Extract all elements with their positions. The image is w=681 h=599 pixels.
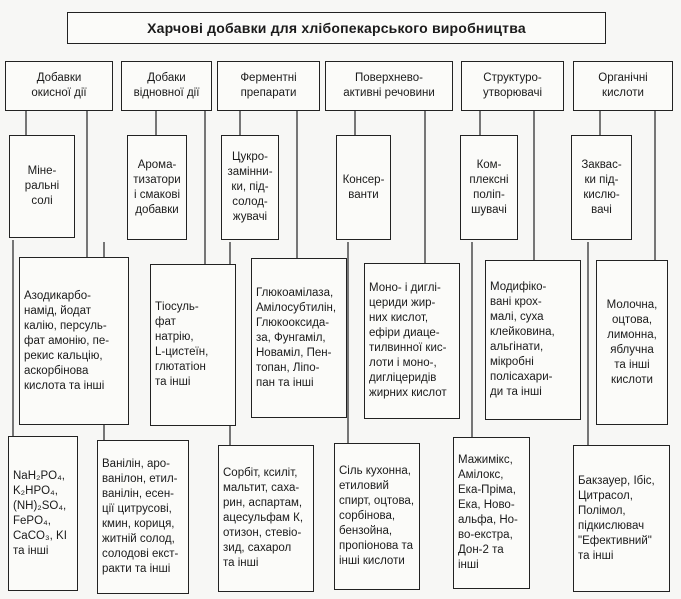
example-list-box-2: Ванілін, аро- ванілон, етил- ванілін, есен- ції цитрусові, кмин, кориця, житній солод, солодові екст- ракти та інші (97, 440, 189, 594)
column-header-3: Ферментні препарати (217, 61, 320, 111)
additive-list-box-1: Азодикарбо- намід, йодат калію, персуль- фат амонію, пе- рекис кальцію, аскорбінова кислота та інші (19, 257, 129, 425)
sub-category-box-4: Консер- ванти (336, 135, 391, 240)
sub-category-box-6: Заквас- ки під- кислю- вачі (571, 135, 632, 240)
column-header-2: Добаки відновної дії (121, 61, 212, 111)
additive-list-box-6: Молочна, оцтова, лимонна, яблучна та інші кислоти (596, 260, 668, 425)
additive-list-box-4: Моно- і диглі- цериди жир- них кислот, ефіри диаце- тилвинної кис- лоти і моно-, дигліцеридів жирних кислот (364, 263, 460, 419)
sub-category-box-3: Цукро- замінни- ки, під- солод- жувачі (221, 135, 279, 240)
column-header-1: Добавки окисної дії (5, 61, 113, 111)
example-list-box-4: Сіль кухонна, етиловий спирт, оцтова, сорбінова, бензойна, пропіонова та інші кислоти (334, 443, 420, 590)
sub-category-box-2: Арома- тизатори і смакові добавки (127, 135, 187, 240)
column-header-4: Поверхнево- активні речовини (325, 61, 453, 111)
sub-category-box-1: Міне- ральні солі (9, 135, 75, 238)
additive-list-box-2: Тіосуль- фат натрію, L-цистеїн, глютатіон та інші (150, 264, 236, 426)
example-list-box-1: NaH₂PO₄, K₂HPO₄, (NH)₂SO₄, FePO₄, CaCO₃, KI та інші (8, 436, 78, 591)
example-list-box-6: Бакзауер, Ібіс, Цитрасол, Полімол, підкислювач "Ефективний" та інші (573, 445, 670, 592)
column-header-5: Структуро- утворювачі (461, 61, 564, 111)
example-list-box-5: Мажимікс, Амілокс, Ека-Пріма, Ека, Ново- альфа, Но- во-екстра, Дон-2 та інші (453, 437, 530, 589)
additive-list-box-5: Модифіко- вані крох- малі, суха клейковина, альгінати, мікробні полісахари- ди та інші (485, 260, 581, 420)
column-header-6: Органічні кислоти (573, 61, 673, 111)
example-list-box-3: Сорбіт, ксиліт, мальтит, саха- рин, аспартам, ацесульфам К, отизон, стевіо- зид, сахарол та інші (218, 445, 314, 592)
sub-category-box-5: Ком- плексні поліп- шувачі (460, 135, 518, 240)
additive-list-box-3: Глюкоамілаза, Амілосубтилін, Глюкооксида- за, Фунгаміл, Новаміл, Пен- топан, Ліпо- пан та інші (251, 258, 347, 418)
diagram-title: Харчові добавки для хлібопекарського виробництва (67, 12, 606, 44)
